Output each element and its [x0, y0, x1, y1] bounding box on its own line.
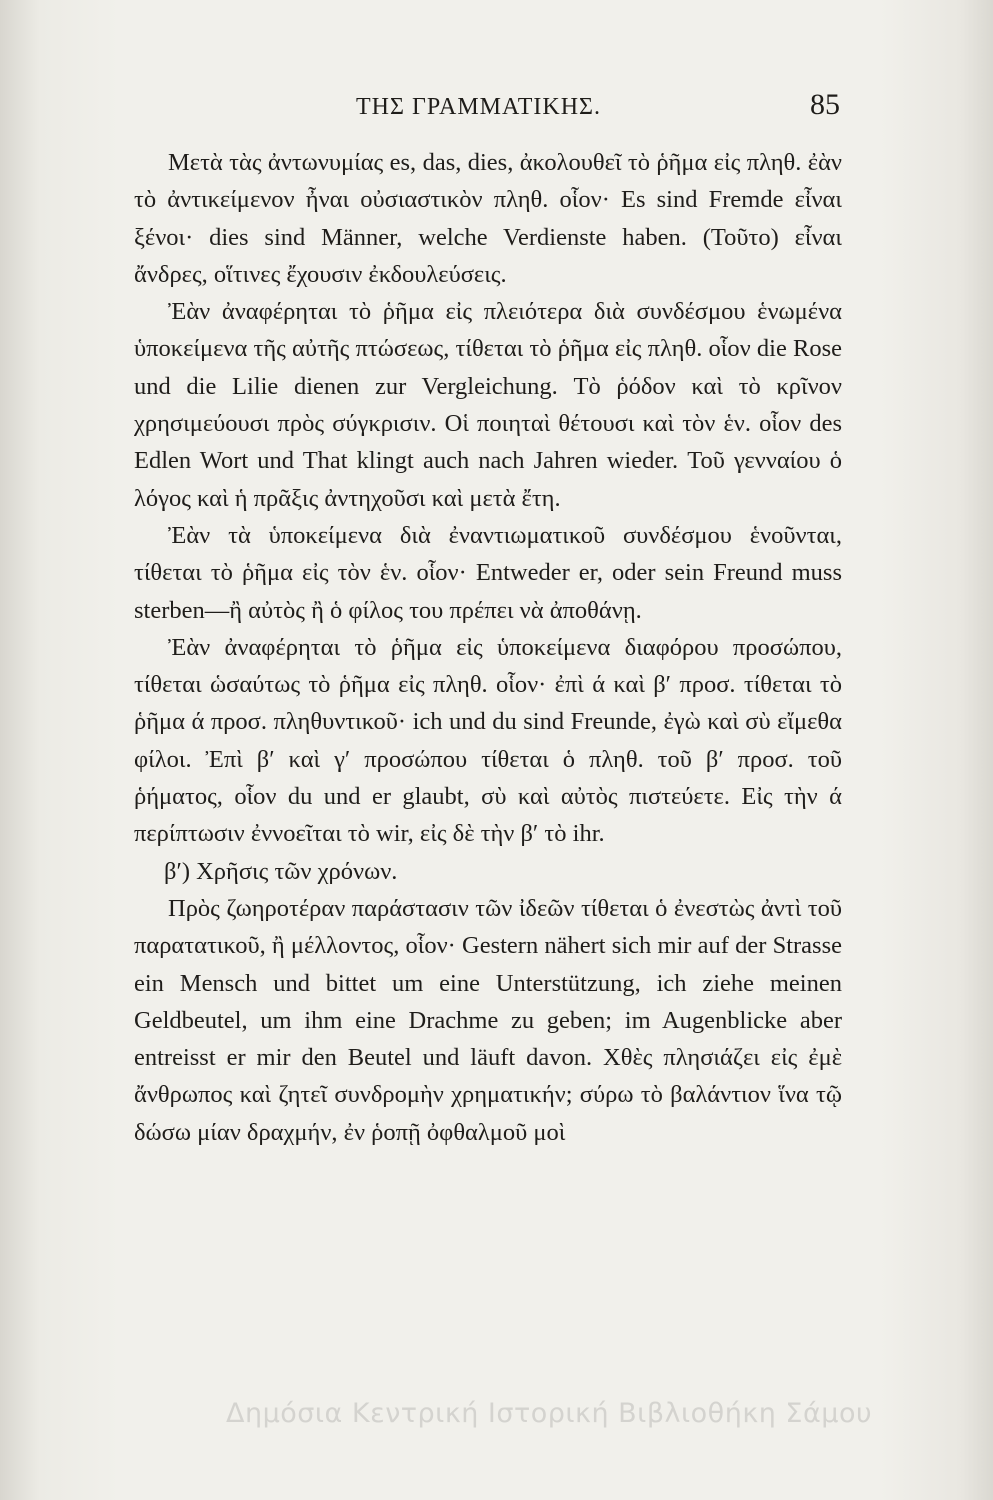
paragraph: Ἐὰν τὰ ὑποκείμενα διὰ ἐναντιωματικοῦ συνδέσμου ἑνοῦνται, τίθεται τὸ ῥῆμα εἰς τὸν ἑν. οἷον· Entweder er, oder sein Freund muss sterben—ἢ αὐτὸς ἢ ὁ φίλος του πρέπει νὰ ἀποθάνῃ.	[134, 521, 842, 624]
page-number: 85	[810, 88, 840, 121]
page-header	[134, 88, 840, 128]
library-watermark: Δημόσια Κεντρική Ιστορική Βιβλιοθήκη Σάμου	[226, 1398, 873, 1429]
paragraph: Ἐὰν ἀναφέρηται τὸ ῥῆμα εἰς πλειότερα διὰ συνδέσμου ἑνωμένα ὑποκείμενα τῆς αὐτῆς πτώσεως, τίθεται τὸ ῥῆμα εἰς πληθ. οἷον die Rose und die Lilie dienen zur Vergleichung. Τὸ ῥόδον καὶ τὸ κρῖνον χρησιμεύουσι πρὸς σύγκρισιν. Οἱ ποιηταὶ θέτουσι καὶ τὸν ἑν. οἷον des Edlen Wort und That klingt auch nach Jahren wieder. Τοῦ γενναίου ὁ λόγος καὶ ἡ πρᾶξις ἀντηχοῦσι καὶ μετὰ ἔτη.	[134, 298, 842, 512]
paragraph: Ἐὰν ἀναφέρηται τὸ ῥῆμα εἰς ὑποκείμενα διαφόρου προσώπου, τίθεται ὡσαύτως τὸ ῥῆμα εἰς πληθ. οἷον· ἐπὶ ά καὶ β′ προσ. τίθεται τὸ ῥῆμα ά προσ. πληθυντικοῦ· ich und du sind Freunde, ἐγὼ καὶ σὺ εἴμεθα φίλοι. Ἐπὶ β′ καὶ γ′ προσώπου τίθεται ὁ πληθ. τοῦ β′ προσ. τοῦ ῥήματος, οἷον du und er glaubt, σὺ καὶ αὐτὸς πιστεύετε. Εἰς τὴν ά περίπτωσιν ἐννοεῖται τὸ wir, εἰς δὲ τὴν β′ τὸ ihr.	[134, 633, 842, 848]
body-text	[134, 144, 842, 1151]
paragraph: Μετὰ τὰς ἀντωνυμίας es, das, dies, ἀκολουθεῖ τὸ ῥῆμα εἰς πληθ. ἐὰν τὸ ἀντικείμενον ἦναι οὐσιαστικὸν πληθ. οἷον· Es sind Fremde εἶναι ξένοι· dies sind Männer, welche Verdienste haben. (Τοῦτο) εἶναι ἄνδρες, οἵτινες ἔχουσιν ἐκδουλεύσεις.	[134, 149, 842, 288]
section-heading: β′) Χρῆσις τῶν χρόνων.	[164, 857, 398, 885]
paragraph: Πρὸς ζωηροτέραν παράστασιν τῶν ἰδεῶν τίθεται ὁ ἐνεστὼς ἀντὶ τοῦ παρατατικοῦ, ἢ μέλλοντος, οἷον· Gestern nähert sich mir auf der Strasse ein Mensch und bittet um eine Unterstützung, ich ziehe meinen Geldbeutel, um ihm eine Drachme zu geben; im Augenblicke aber entreisst er mir den Beutel und läuft davon. Χθὲς πλησιάζει εἰς ἐμὲ ἄνθρωπος καὶ ζητεῖ συνδρομὴν χρηματικήν; σύρω τὸ βαλάντιον ἵνα τῷ δώσω μίαν δραχμήν, ἐν ῥοπῇ ὀφθαλμοῦ μοὶ	[134, 894, 842, 1146]
running-title: ΤΗΣ ΓΡΑΜΜΑΤΙΚΗΣ.	[356, 94, 601, 120]
